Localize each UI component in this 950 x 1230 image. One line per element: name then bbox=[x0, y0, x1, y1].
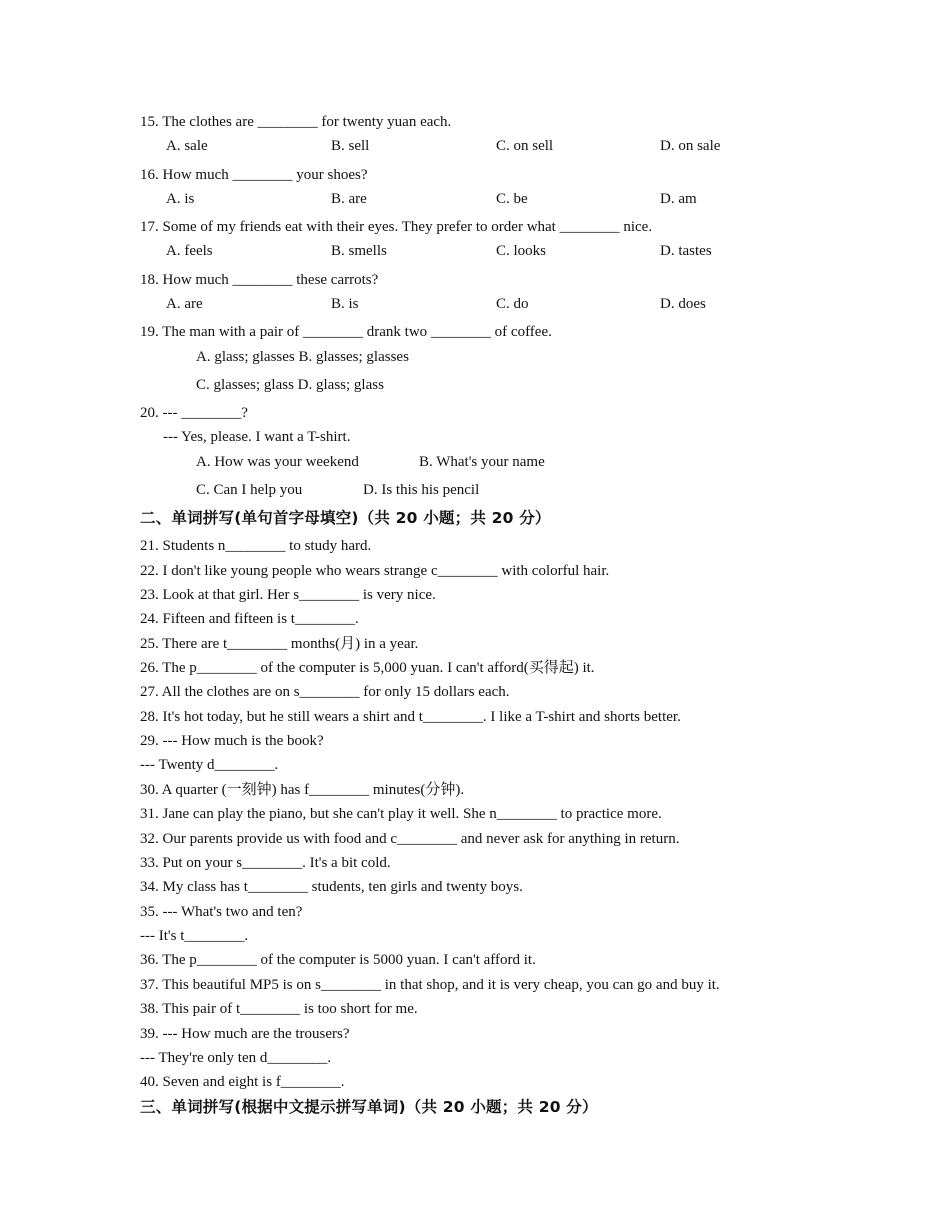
question-20-option-b: B. What's your name bbox=[419, 454, 545, 470]
section-2-line: 32. Our parents provide us with food and c________ and never ask for anything in return. bbox=[140, 831, 680, 847]
section-2-line: 31. Jane can play the piano, but she can't play it well. She n________ to practice more. bbox=[140, 806, 662, 822]
question-16-option-d: D. am bbox=[660, 191, 697, 207]
question-16-stem: 16. How much ________ your shoes? bbox=[140, 167, 368, 183]
question-19-options-row-2: C. glasses; glass D. glass; glass bbox=[196, 377, 384, 393]
question-16-option-b: B. are bbox=[331, 191, 367, 207]
section-2-line: 35. --- What's two and ten? bbox=[140, 904, 303, 920]
question-18-option-d: D. does bbox=[660, 296, 706, 312]
question-15-option-a: A. sale bbox=[166, 138, 208, 154]
question-15-option-d: D. on sale bbox=[660, 138, 721, 154]
section-2-line: 40. Seven and eight is f________. bbox=[140, 1074, 345, 1090]
question-17-option-a: A. feels bbox=[166, 243, 213, 259]
question-19-stem: 19. The man with a pair of ________ drank two ________ of coffee. bbox=[140, 324, 552, 340]
section-2-line: 27. All the clothes are on s________ for only 15 dollars each. bbox=[140, 684, 510, 700]
section-2-line: 28. It's hot today, but he still wears a shirt and t________. I like a T-shirt and shorts better. bbox=[140, 709, 681, 725]
section-2-line: --- They're only ten d________. bbox=[140, 1050, 332, 1066]
question-15-option-c: C. on sell bbox=[496, 138, 554, 154]
question-16-option-a: A. is bbox=[166, 191, 195, 207]
question-20-option-a: A. How was your weekend bbox=[196, 454, 359, 470]
question-15-option-b: B. sell bbox=[331, 138, 370, 154]
question-17-stem: 17. Some of my friends eat with their eyes. They prefer to order what ________ nice. bbox=[140, 219, 653, 235]
section-2-line: 23. Look at that girl. Her s________ is very nice. bbox=[140, 587, 436, 603]
question-16-option-c: C. be bbox=[496, 191, 528, 207]
question-18-stem: 18. How much ________ these carrots? bbox=[140, 272, 379, 288]
section-2-line: 34. My class has t________ students, ten girls and twenty boys. bbox=[140, 879, 523, 895]
section-2-line: 36. The p________ of the computer is 5000 yuan. I can't afford it. bbox=[140, 952, 536, 968]
section-2-heading: 二、单词拼写(单句首字母填空)（共 20 小题；共 20 分） bbox=[140, 509, 551, 527]
question-20-option-d: D. Is this his pencil bbox=[363, 482, 480, 498]
section-2-line: --- It's t________. bbox=[140, 928, 249, 944]
section-2-line: --- Twenty d________. bbox=[140, 757, 279, 773]
section-3-heading: 三、单词拼写(根据中文提示拼写单词)（共 20 小题；共 20 分） bbox=[140, 1098, 598, 1116]
question-20-option-c: C. Can I help you bbox=[196, 482, 303, 498]
section-2-line: 33. Put on your s________. It's a bit cold. bbox=[140, 855, 391, 871]
section-2-line: 29. --- How much is the book? bbox=[140, 733, 324, 749]
question-15-stem: 15. The clothes are ________ for twenty yuan each. bbox=[140, 114, 452, 130]
section-2-line: 24. Fifteen and fifteen is t________. bbox=[140, 611, 359, 627]
question-20-stem: 20. --- ________? bbox=[140, 405, 248, 421]
section-2-line: 37. This beautiful MP5 is on s________ in that shop, and it is very cheap, you can go and buy it. bbox=[140, 977, 720, 993]
section-2-line: 22. I don't like young people who wears strange c________ with colorful hair. bbox=[140, 563, 610, 579]
section-2-line: 30. A quarter (一刻钟) has f________ minutes(分钟). bbox=[140, 782, 465, 798]
section-2-line: 26. The p________ of the computer is 5,000 yuan. I can't afford(买得起) it. bbox=[140, 660, 595, 676]
question-18-option-b: B. is bbox=[331, 296, 359, 312]
question-18-option-a: A. are bbox=[166, 296, 203, 312]
question-17-option-d: D. tastes bbox=[660, 243, 712, 259]
section-2-line: 21. Students n________ to study hard. bbox=[140, 538, 372, 554]
question-19-options-row-1: A. glass; glasses B. glasses; glasses bbox=[196, 349, 409, 365]
question-20-reply: --- Yes, please. I want a T-shirt. bbox=[163, 429, 351, 445]
section-2-line: 39. --- How much are the trousers? bbox=[140, 1026, 350, 1042]
section-2-line: 38. This pair of t________ is too short for me. bbox=[140, 1001, 418, 1017]
question-18-option-c: C. do bbox=[496, 296, 529, 312]
question-17-option-b: B. smells bbox=[331, 243, 387, 259]
section-2-line: 25. There are t________ months(月) in a year. bbox=[140, 636, 419, 652]
question-17-option-c: C. looks bbox=[496, 243, 547, 259]
